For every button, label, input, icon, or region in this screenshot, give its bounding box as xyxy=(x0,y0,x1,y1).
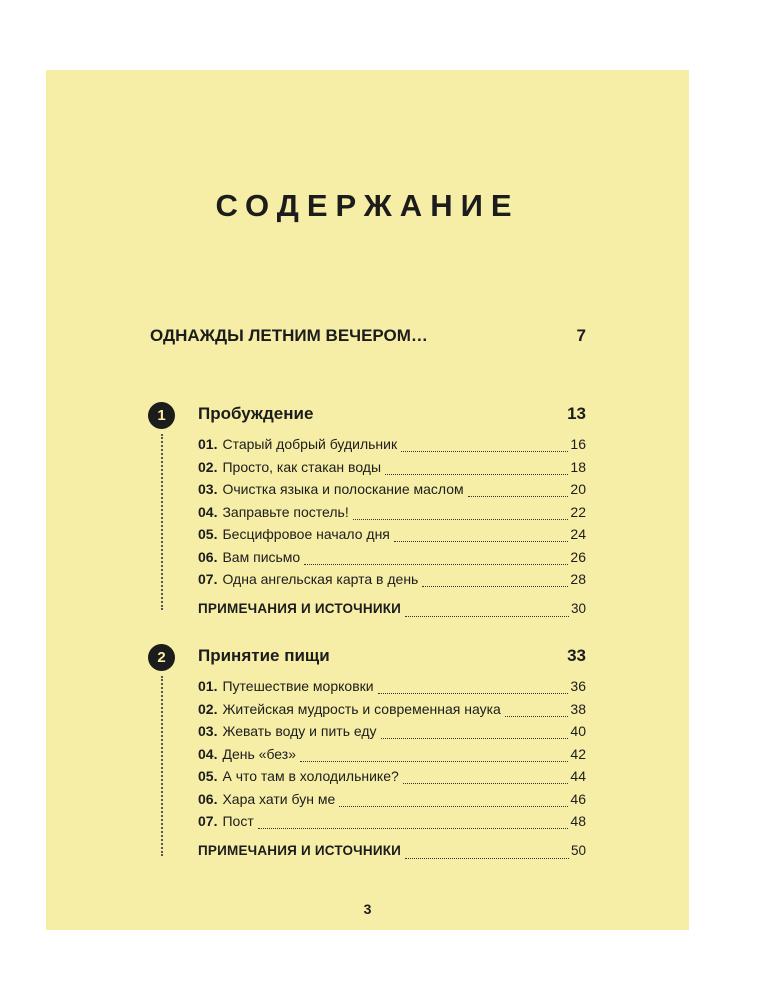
dot-leader xyxy=(304,563,568,565)
section-title: Принятие пищи xyxy=(198,646,330,665)
item-label: Очистка языка и полоскание маслом xyxy=(222,481,464,497)
item-page: 48 xyxy=(570,813,586,829)
notes-entry[interactable] xyxy=(198,843,586,866)
notes-label: ПРИМЕЧАНИЯ И ИСТОЧНИКИ xyxy=(198,842,402,858)
toc-item[interactable] xyxy=(198,526,586,549)
item-page: 28 xyxy=(570,571,586,587)
item-label: А что там в холодильнике? xyxy=(222,768,399,784)
dot-leader xyxy=(378,692,569,694)
item-label: Просто, как стакан воды xyxy=(222,458,382,475)
item-number: 03. xyxy=(198,723,218,739)
intro-entry[interactable] xyxy=(150,326,586,346)
dot-leader xyxy=(353,518,569,520)
section-items xyxy=(198,678,586,865)
toc-item[interactable] xyxy=(198,791,586,814)
dot-leader xyxy=(468,495,569,497)
page-number: 3 xyxy=(363,901,372,917)
dot-leader xyxy=(394,540,569,542)
intro-page: 7 xyxy=(576,326,586,345)
item-number: 01. xyxy=(198,436,218,452)
item-number: 02. xyxy=(198,458,218,475)
item-number: 04. xyxy=(198,745,218,762)
item-page: 20 xyxy=(570,481,586,497)
item-label: Житейская мудрость и современная наука xyxy=(222,700,501,717)
dot-leader xyxy=(258,827,569,829)
item-page: 22 xyxy=(570,503,586,520)
item-page: 24 xyxy=(570,526,586,542)
dot-leader xyxy=(403,782,569,784)
item-label: Хара хати бун ме xyxy=(222,790,336,807)
toc-item[interactable] xyxy=(198,571,586,594)
section-number-badge: 2 xyxy=(148,644,175,671)
toc-item[interactable] xyxy=(198,678,586,701)
item-number: 04. xyxy=(198,503,218,520)
toc-item[interactable] xyxy=(198,436,586,459)
dot-leader xyxy=(300,760,568,762)
item-page: 36 xyxy=(570,678,586,694)
item-label: Заправьте постель! xyxy=(222,503,349,520)
dot-leader xyxy=(401,450,568,452)
item-page: 46 xyxy=(570,790,586,807)
item-number: 06. xyxy=(198,790,218,807)
item-label: Путешествие морковки xyxy=(222,678,374,694)
item-label: Одна ангельская карта в день xyxy=(222,571,419,587)
toc-item[interactable] xyxy=(198,549,586,572)
toc-item[interactable] xyxy=(198,768,586,791)
toc-page xyxy=(46,70,689,930)
item-number: 05. xyxy=(198,526,218,542)
section-title: Пробуждение xyxy=(198,404,314,423)
toc-item[interactable] xyxy=(198,504,586,527)
intro-label: ОДНАЖДЫ ЛЕТНИМ ВЕЧЕРОМ… xyxy=(150,326,428,345)
item-label: Вам письмо xyxy=(222,548,301,565)
dot-leader xyxy=(505,715,569,717)
dotted-line xyxy=(161,434,163,610)
page-title: СОДЕРЖАНИЕ xyxy=(215,188,520,223)
dot-leader xyxy=(405,857,569,859)
dot-leader xyxy=(385,473,568,475)
item-page: 38 xyxy=(570,700,586,717)
toc-item[interactable] xyxy=(198,481,586,504)
item-number: 02. xyxy=(198,700,218,717)
dot-leader xyxy=(422,585,568,587)
item-label: Жевать воду и пить еду xyxy=(222,723,377,739)
item-label: Старый добрый будильник xyxy=(222,436,398,452)
notes-page: 30 xyxy=(570,600,586,616)
item-number: 05. xyxy=(198,768,218,784)
item-page: 26 xyxy=(570,548,586,565)
dot-leader xyxy=(405,615,569,617)
item-page: 18 xyxy=(570,458,586,475)
item-page: 42 xyxy=(570,745,586,762)
section-heading[interactable] xyxy=(198,404,586,424)
item-page: 44 xyxy=(570,768,586,784)
notes-page: 50 xyxy=(570,842,586,858)
dotted-line xyxy=(161,676,163,856)
item-number: 07. xyxy=(198,571,218,587)
item-label: День «без» xyxy=(222,745,296,762)
dot-leader xyxy=(339,805,568,807)
toc-item[interactable] xyxy=(198,813,586,836)
section-page: 33 xyxy=(567,646,586,665)
item-label: Пост xyxy=(222,813,254,829)
item-page: 40 xyxy=(570,723,586,739)
item-label: Бесцифровое начало дня xyxy=(222,526,390,542)
section-items xyxy=(198,436,586,623)
item-number: 07. xyxy=(198,813,218,829)
toc-item[interactable] xyxy=(198,746,586,769)
toc-item[interactable] xyxy=(198,723,586,746)
item-number: 01. xyxy=(198,678,218,694)
toc-item[interactable] xyxy=(198,701,586,724)
notes-entry[interactable] xyxy=(198,601,586,624)
section-heading[interactable] xyxy=(198,646,586,666)
notes-label: ПРИМЕЧАНИЯ И ИСТОЧНИКИ xyxy=(198,600,402,616)
section-page: 13 xyxy=(567,404,586,423)
dot-leader xyxy=(381,737,569,739)
item-page: 16 xyxy=(570,436,586,452)
item-number: 03. xyxy=(198,481,218,497)
toc-item[interactable] xyxy=(198,459,586,482)
item-number: 06. xyxy=(198,548,218,565)
section-number-badge: 1 xyxy=(148,402,175,429)
